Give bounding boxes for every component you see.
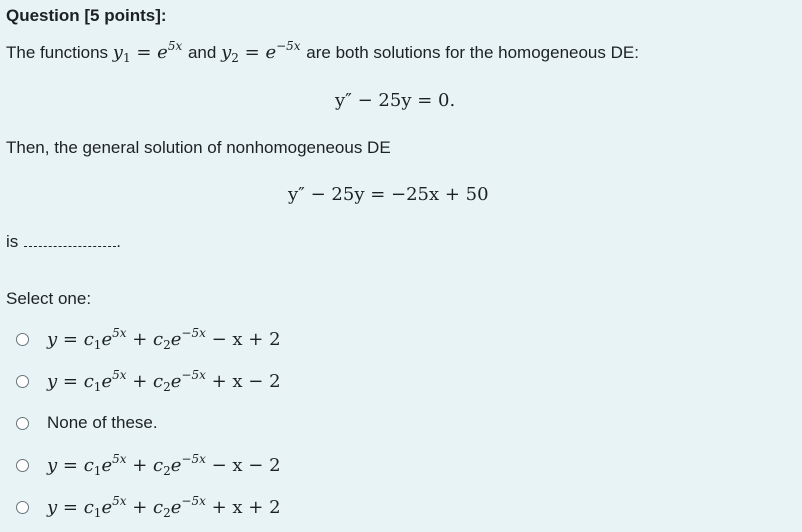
option-2[interactable] bbox=[16, 360, 281, 402]
question-heading: Question [5 points]: bbox=[6, 6, 167, 25]
radio-button[interactable] bbox=[16, 501, 29, 514]
option-5[interactable] bbox=[16, 486, 281, 528]
intro-prefix: The functions bbox=[6, 43, 113, 62]
is-line: is . bbox=[6, 232, 122, 251]
option-label: None of these. bbox=[47, 413, 158, 432]
intro-suffix: are both solutions for the homogeneous DE: bbox=[306, 43, 639, 62]
y1-definition: $y_1 = e^{5x}$ bbox=[112, 39, 183, 65]
radio-button[interactable] bbox=[16, 459, 29, 472]
options-list bbox=[16, 318, 281, 528]
option-3[interactable] bbox=[16, 402, 281, 444]
option-tail: − x + 2 bbox=[211, 328, 281, 350]
option-label: $y = c_1e^{5x} + c_2e^{-5x} - x - 2$ bbox=[47, 451, 281, 478]
option-tail: + x + 2 bbox=[211, 496, 281, 518]
option-4[interactable] bbox=[16, 444, 281, 486]
y2-definition: $y_2 = e^{-5x}$ bbox=[221, 39, 301, 65]
option-label: $y = c_1e^{5x} + c_2e^{-5x} - x + 2$ bbox=[47, 325, 281, 352]
then-text: Then, the general solution of nonhomogeneous DE bbox=[6, 138, 391, 157]
option-tail: − x − 2 bbox=[211, 454, 281, 476]
option-tail: + x − 2 bbox=[211, 370, 281, 392]
is-text: is bbox=[6, 232, 19, 251]
radio-button[interactable] bbox=[16, 333, 29, 346]
option-label: $y = c_1e^{5x} + c_2e^{-5x} + x - 2$ bbox=[47, 367, 281, 394]
intro-line bbox=[6, 39, 639, 65]
select-one-label: Select one: bbox=[6, 289, 92, 308]
radio-button[interactable] bbox=[16, 417, 29, 430]
answer-blank bbox=[24, 234, 116, 247]
option-label: $y = c_1e^{5x} + c_2e^{-5x} + x + 2$ bbox=[47, 493, 281, 520]
homogeneous-equation: y″ − 25y = 0. bbox=[335, 90, 456, 111]
nonhomogeneous-equation: y″ − 25y = −25x + 50 bbox=[288, 184, 489, 205]
radio-button[interactable] bbox=[16, 375, 29, 388]
option-1[interactable] bbox=[16, 318, 281, 360]
and-word: and bbox=[187, 43, 217, 62]
